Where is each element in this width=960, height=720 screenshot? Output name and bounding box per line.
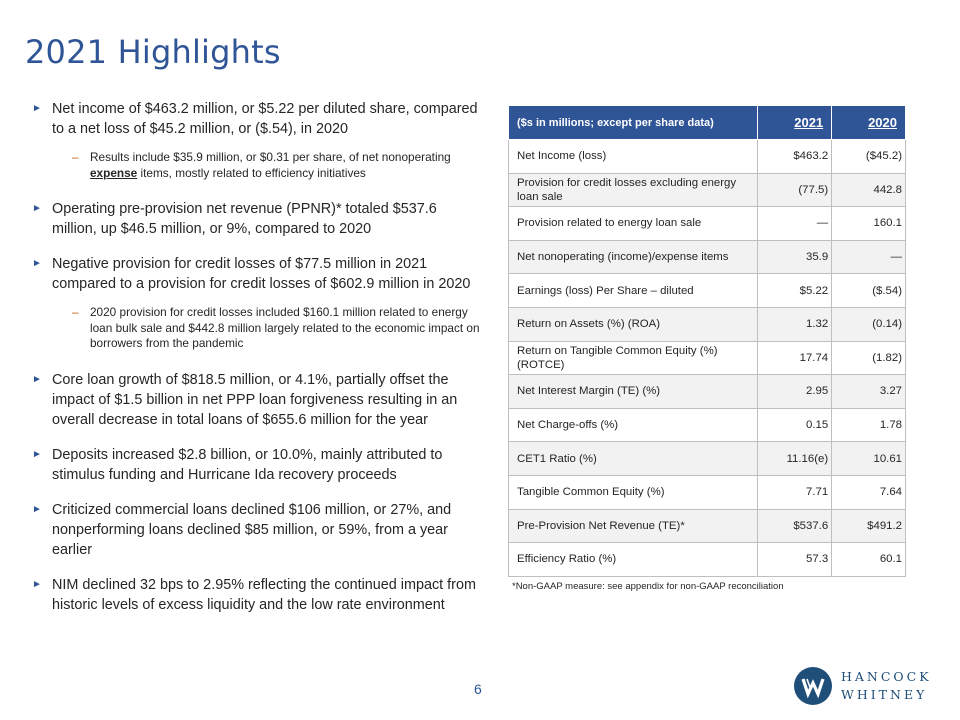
value-2020: 160.1	[832, 207, 906, 241]
value-2020: ($.54)	[832, 274, 906, 308]
row-label: CET1 Ratio (%)	[509, 442, 758, 476]
value-2021: $463.2	[758, 140, 832, 174]
row-label: Net Charge-offs (%)	[509, 408, 758, 442]
value-2021: 1.32	[758, 307, 832, 341]
value-2021: 2.95	[758, 375, 832, 409]
triangle-bullet-icon: ►	[32, 503, 42, 515]
value-2021: 17.74	[758, 341, 832, 375]
value-2021: $537.6	[758, 509, 832, 543]
dash-bullet-icon: –	[72, 305, 79, 319]
row-label: Efficiency Ratio (%)	[509, 543, 758, 577]
value-2021: 57.3	[758, 543, 832, 577]
triangle-bullet-icon: ►	[32, 578, 42, 590]
table-header-label: ($s in millions; except per share data)	[509, 106, 758, 140]
value-2021: 0.15	[758, 408, 832, 442]
triangle-bullet-icon: ►	[32, 373, 42, 385]
row-label: Earnings (loss) Per Share – diluted	[509, 274, 758, 308]
value-2020: —	[832, 240, 906, 274]
table-row	[509, 408, 906, 442]
value-2020: 442.8	[832, 173, 906, 207]
value-2020: 1.78	[832, 408, 906, 442]
list-item: ► Deposits increased $2.8 billion, or 10.0%, mainly attributed to stimulus funding and Hurricane Ida recovery proceeds	[32, 446, 443, 483]
financial-summary-table	[508, 105, 906, 577]
table-row	[509, 543, 906, 577]
highlights-list	[32, 99, 484, 630]
row-label: Return on Tangible Common Equity (%) (ROTCE)	[509, 341, 758, 375]
list-item: ► NIM declined 32 bps to 2.95% reflecting the continued impact from historic levels of excess liquidity and the low rate environment	[32, 576, 476, 613]
logo-wordmark: HANCOCK WHITNEY	[841, 669, 932, 702]
value-2020: 60.1	[832, 543, 906, 577]
list-item: ► Criticized commercial loans declined $106 million, or 27%, and nonperforming loans declined $85 million, or 59%, from a year earlier	[32, 501, 452, 558]
page-number: 6	[474, 681, 482, 697]
triangle-bullet-icon: ►	[32, 203, 42, 214]
row-label: Provision for credit losses excluding energy loan sale	[509, 173, 758, 207]
table-row	[509, 307, 906, 341]
value-2020: ($45.2)	[832, 140, 906, 174]
table-row	[509, 207, 906, 241]
triangle-bullet-icon: ►	[32, 448, 42, 460]
row-label: Net Income (loss)	[509, 140, 758, 174]
table-row	[509, 442, 906, 476]
row-label: Net nonoperating (income)/expense items	[509, 240, 758, 274]
value-2020: 10.61	[832, 442, 906, 476]
value-2020: (0.14)	[832, 307, 906, 341]
row-label: Provision related to energy loan sale	[509, 207, 758, 241]
list-item: ► Net income of $463.2 million, or $5.22 per diluted share, compared to a net loss of $45.2 million, or ($.54), in 2020	[32, 101, 478, 137]
table-header-row	[509, 106, 906, 140]
value-2021: (77.5)	[758, 173, 832, 207]
table-header-2021: 2021	[758, 106, 832, 140]
sub-list-item: – 2020 provision for credit losses included $160.1 million related to energy loan bulk sale and $442.8 million largely related to the economic impact on borrowers from the pandemic	[72, 305, 480, 350]
list-item: ► Negative provision for credit losses of $77.5 million in 2021 compared to a provision for credit losses of $602.9 million in 2020	[32, 256, 471, 292]
value-2020: 7.64	[832, 475, 906, 509]
value-2021: —	[758, 207, 832, 241]
value-2020: (1.82)	[832, 341, 906, 375]
value-2021: $5.22	[758, 274, 832, 308]
table-row	[509, 140, 906, 174]
triangle-bullet-icon: ►	[32, 258, 42, 269]
table-row	[509, 509, 906, 543]
table-row	[509, 341, 906, 375]
value-2021: 7.71	[758, 475, 832, 509]
table-row	[509, 173, 906, 207]
list-item: ► Core loan growth of $818.5 million, or 4.1%, partially offset the impact of $1.5 billion in net PPP loan forgiveness resulting in an overall decrease in total loans of $655.6 million for the year	[32, 371, 458, 428]
list-item: ► Operating pre-provision net revenue (PPNR)* totaled $537.6 million, up $46.5 million, or 9%, compared to 2020	[32, 201, 437, 237]
value-2020: 3.27	[832, 375, 906, 409]
row-label: Return on Assets (%) (ROA)	[509, 307, 758, 341]
sub-list-item: – Results include $35.9 million, or $0.31 per share, of net nonoperating expense items, mostly related to efficiency initiatives	[72, 150, 451, 180]
value-2021: 11.16(e)	[758, 442, 832, 476]
value-2020: $491.2	[832, 509, 906, 543]
triangle-bullet-icon: ►	[32, 103, 42, 114]
table-row	[509, 240, 906, 274]
value-2021: 35.9	[758, 240, 832, 274]
dash-bullet-icon: –	[72, 150, 79, 164]
row-label: Net Interest Margin (TE) (%)	[509, 375, 758, 409]
company-logo	[794, 664, 944, 708]
table-header-2020: 2020	[832, 106, 906, 140]
table-row	[509, 274, 906, 308]
row-label: Pre-Provision Net Revenue (TE)*	[509, 509, 758, 543]
row-label: Tangible Common Equity (%)	[509, 475, 758, 509]
footnote: *Non-GAAP measure: see appendix for non-GAAP reconciliation	[512, 581, 784, 592]
hancock-whitney-logo-icon	[794, 667, 832, 705]
table-row	[509, 375, 906, 409]
table-row	[509, 475, 906, 509]
page-title: 2021 Highlights	[25, 33, 281, 71]
